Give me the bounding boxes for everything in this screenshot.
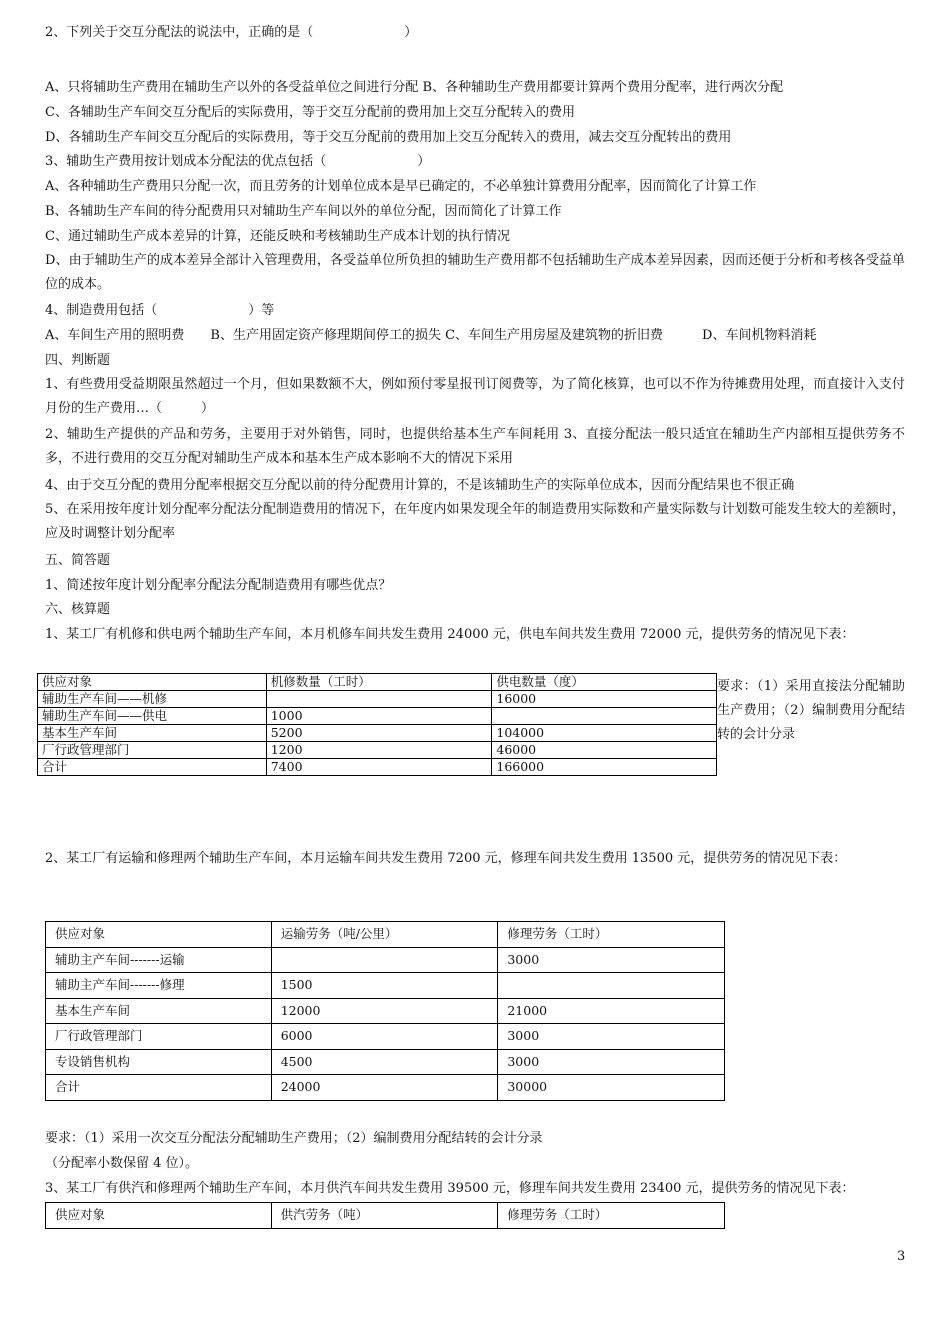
table-cell: 24000	[271, 1075, 498, 1101]
page-number: 3	[897, 1249, 906, 1264]
table-cell: 专设销售机构	[46, 1049, 272, 1075]
q3-option-a: A、各种辅助生产费用只分配一次，而且劳务的计划单位成本是早已确定的，不必单独计算费用分配率，因而简化了计算工作	[45, 179, 757, 194]
requirement-2: 要求：（1）采用一次交互分配法分配辅助生产费用；（2）编制费用分配结转的会计分录	[45, 1131, 543, 1146]
table-cell: 1500	[271, 973, 498, 999]
requirement-2-note: （分配率小数保留 4 位）。	[45, 1156, 199, 1171]
table-cell	[271, 947, 498, 973]
table-row	[38, 742, 717, 759]
table-cell: 46000	[492, 742, 717, 759]
table-1	[37, 673, 717, 776]
table-cell	[498, 973, 725, 999]
table-cell: 4500	[271, 1049, 498, 1075]
table-row	[38, 708, 717, 725]
table-cell: 5200	[266, 725, 492, 742]
judge-5: 5、在采用按年度计划分配率分配法分配制造费用的情况下，在年度内如果发现全年的制造费用实际数和产量实际数与计划数可能发生较大的差额时，应及时调整计划分配率	[45, 502, 905, 541]
table-cell: 3000	[498, 947, 725, 973]
section-6-title: 六、核算题	[45, 602, 111, 617]
table-cell: 12000	[271, 998, 498, 1024]
table-header-cell: 机修数量（工时）	[266, 674, 492, 691]
table-row	[38, 725, 717, 742]
table-cell: 辅助主产车间-------运输	[46, 947, 272, 973]
table-cell: 辅助生产车间——供电	[38, 708, 267, 725]
table-cell: 166000	[492, 759, 717, 776]
q3-stem: 3、辅助生产费用按计划成本分配法的优点包括（ ）	[45, 154, 431, 169]
table-cell: 合计	[38, 759, 267, 776]
table-header-cell: 修理劳务（工时）	[498, 1203, 725, 1229]
q3-option-b: B、各辅助生产车间的待分配费用只对辅助生产车间以外的单位分配，因而简化了计算工作	[45, 204, 562, 219]
table-2	[45, 921, 725, 1101]
q3-option-c: C、通过辅助生产成本差异的计算，还能反映和考核辅助生产成本计划的执行情况	[45, 229, 510, 244]
short-answer-1: 1、简述按年度计划分配率分配法分配制造费用有哪些优点？	[45, 578, 392, 593]
table-row	[46, 1075, 725, 1101]
table-row	[46, 973, 725, 999]
q2-option-d: D、各辅助生产车间交互分配后的实际费用，等于交互分配前的费用加上交互分配转入的费用，减去交互分配转出的费用	[45, 130, 732, 145]
table-header-cell: 供应对象	[38, 674, 267, 691]
q3-option-d: D、由于辅助生产的成本差异全部计入管理费用，各受益单位所负担的辅助生产费用都不包括辅助生产成本差异因素，因而还便于分析和考核各受益单位的成本。	[45, 253, 905, 292]
requirement-1: 要求：（1）采用直接法分配辅助生产费用；（2）编制费用分配结转的会计分录	[717, 679, 905, 742]
table-header-cell: 供应对象	[46, 922, 272, 948]
table-header-row	[46, 1203, 725, 1229]
table-3	[45, 1202, 725, 1229]
table-row	[46, 947, 725, 973]
table-cell: 基本生产车间	[38, 725, 267, 742]
table-cell: 104000	[492, 725, 717, 742]
table-header-cell: 供汽劳务（吨）	[271, 1203, 498, 1229]
section-5-title: 五、简答题	[45, 553, 111, 568]
table-cell: 辅助生产车间——机修	[38, 691, 267, 708]
table-header-cell: 供电数量（度）	[492, 674, 717, 691]
table-cell: 3000	[498, 1049, 725, 1075]
table-header-row	[38, 674, 717, 691]
table-cell: 7400	[266, 759, 492, 776]
table-row	[38, 691, 717, 708]
table-cell: 3000	[498, 1024, 725, 1050]
table-cell: 合计	[46, 1075, 272, 1101]
table-header-cell: 供应对象	[46, 1203, 272, 1229]
table-cell: 30000	[498, 1075, 725, 1101]
q2-stem: 2、下列关于交互分配法的说法中，正确的是（ ）	[45, 25, 418, 40]
judge-2-3: 2、辅助生产提供的产品和劳务，主要用于对外销售，同时，也提供给基本生产车间耗用 3、直接分配法一般只适宜在辅助生产内部相互提供劳务不多，不进行费用的交互分配对辅助生产成本和基本生产成本影响不大的情况下采用	[45, 427, 905, 466]
q2-option-ab: A、只将辅助生产费用在辅助生产以外的各受益单位之间进行分配 B、各种辅助生产费用都要计算两个费用分配率，进行两次分配	[45, 80, 784, 95]
table-row	[38, 759, 717, 776]
q4-options: A、车间生产用的照明费 B、生产用固定资产修理期间停工的损失 C、车间生产用房屋及建筑物的折旧费 D、车间机物料消耗	[45, 328, 817, 343]
judge-4: 4、由于交互分配的费用分配率根据交互分配以前的待分配费用计算的，不是该辅助生产的实际单位成本，因而分配结果也不很正确	[45, 478, 795, 493]
calc-problem-1: 1、某工厂有机修和供电两个辅助生产车间，本月机修车间共发生费用 24000 元，供电车间共发生费用 72000 元，提供劳务的情况见下表：	[45, 627, 855, 642]
table-cell	[492, 708, 717, 725]
table-cell: 16000	[492, 691, 717, 708]
judge-1: 1、有些费用受益期限虽然超过一个月，但如果数额不大，例如预付零星报刊订阅费等，为了简化核算，也可以不作为待摊费用处理，而直接计入支付月份的生产费用…（ ）	[45, 377, 905, 416]
calc-problem-3: 3、某工厂有供汽和修理两个辅助生产车间，本月供汽车间共发生费用 39500 元，修理车间共发生费用 23400 元，提供劳务的情况见下表：	[45, 1181, 855, 1196]
table-cell: 1200	[266, 742, 492, 759]
table-cell	[266, 691, 492, 708]
table-row	[46, 1024, 725, 1050]
table-cell: 厂行政管理部门	[46, 1024, 272, 1050]
table-cell: 21000	[498, 998, 725, 1024]
table-header-cell: 运输劳务（吨/公里）	[271, 922, 498, 948]
table-cell: 1000	[266, 708, 492, 725]
table-cell: 辅助主产车间-------修理	[46, 973, 272, 999]
table-cell: 基本生产车间	[46, 998, 272, 1024]
calc-problem-2: 2、某工厂有运输和修理两个辅助生产车间，本月运输车间共发生费用 7200 元，修理车间共发生费用 13500 元，提供劳务的情况见下表：	[45, 851, 847, 866]
table-cell: 厂行政管理部门	[38, 742, 267, 759]
q4-stem: 4、制造费用包括（ ）等	[45, 303, 275, 318]
section-4-title: 四、判断题	[45, 353, 111, 368]
table-row	[46, 998, 725, 1024]
q2-option-c: C、各辅助生产车间交互分配后的实际费用，等于交互分配前的费用加上交互分配转入的费用	[45, 105, 575, 120]
table-header-cell: 修理劳务（工时）	[498, 922, 725, 948]
table-cell: 6000	[271, 1024, 498, 1050]
table-row	[46, 1049, 725, 1075]
table-header-row	[46, 922, 725, 948]
